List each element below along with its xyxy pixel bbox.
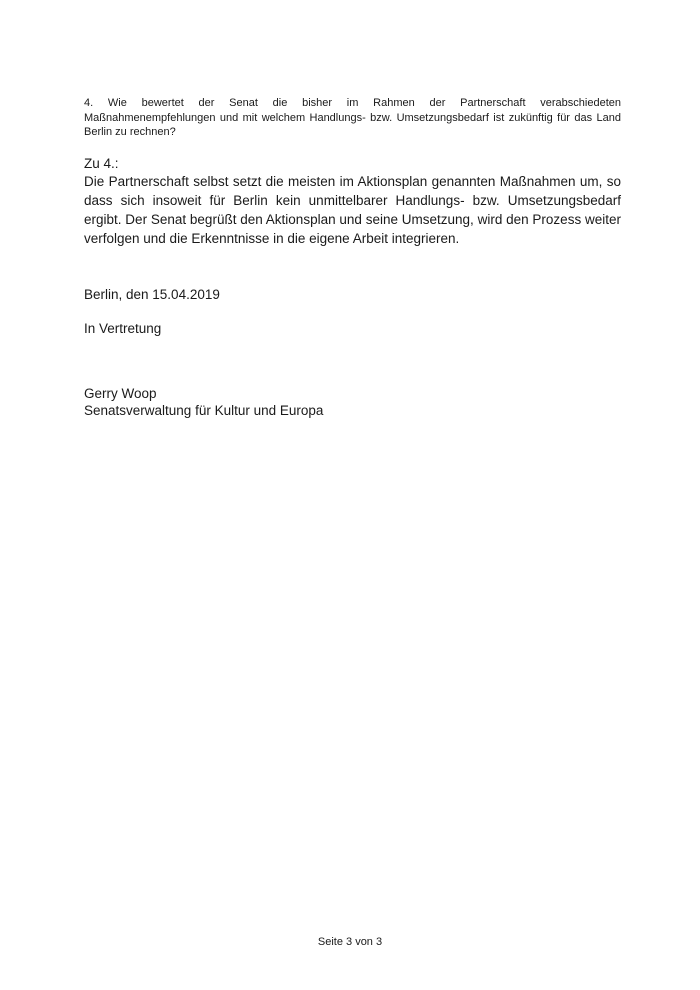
signature-capacity: In Vertretung	[84, 320, 162, 336]
signature-organization: Senatsverwaltung für Kultur und Europa	[84, 402, 324, 418]
answer-4-body: Die Partnerschaft selbst setzt die meisten im Aktionsplan genannten Maßnahmen um, so dass sich insoweit für Berlin kein unmittelbarer Handlungs- bzw. Umsetzungsbedarf ergibt. Der Senat begrüßt den Aktionsplan und seine Umsetzung, wird den Prozess weiter verfolgen und die Erkenntnisse in die eigene Arbeit integrieren.	[84, 173, 621, 246]
question-4-text: 4. Wie bewertet der Senat die bisher im Rahmen der Partnerschaft verabschiedeten Maßnahmenempfehlungen und mit welchem Handlungs- bzw. Umsetzungsbedarf ist zukünftig für das Land Berlin zu rechnen?	[84, 97, 621, 138]
page-number-footer: Seite 3 von 3	[317, 936, 383, 948]
dateline: Berlin, den 15.04.2019	[84, 286, 220, 302]
answer-4-label: Zu 4.:	[84, 155, 119, 171]
page-content	[84, 96, 621, 419]
signature-name: Gerry Woop	[84, 385, 157, 401]
